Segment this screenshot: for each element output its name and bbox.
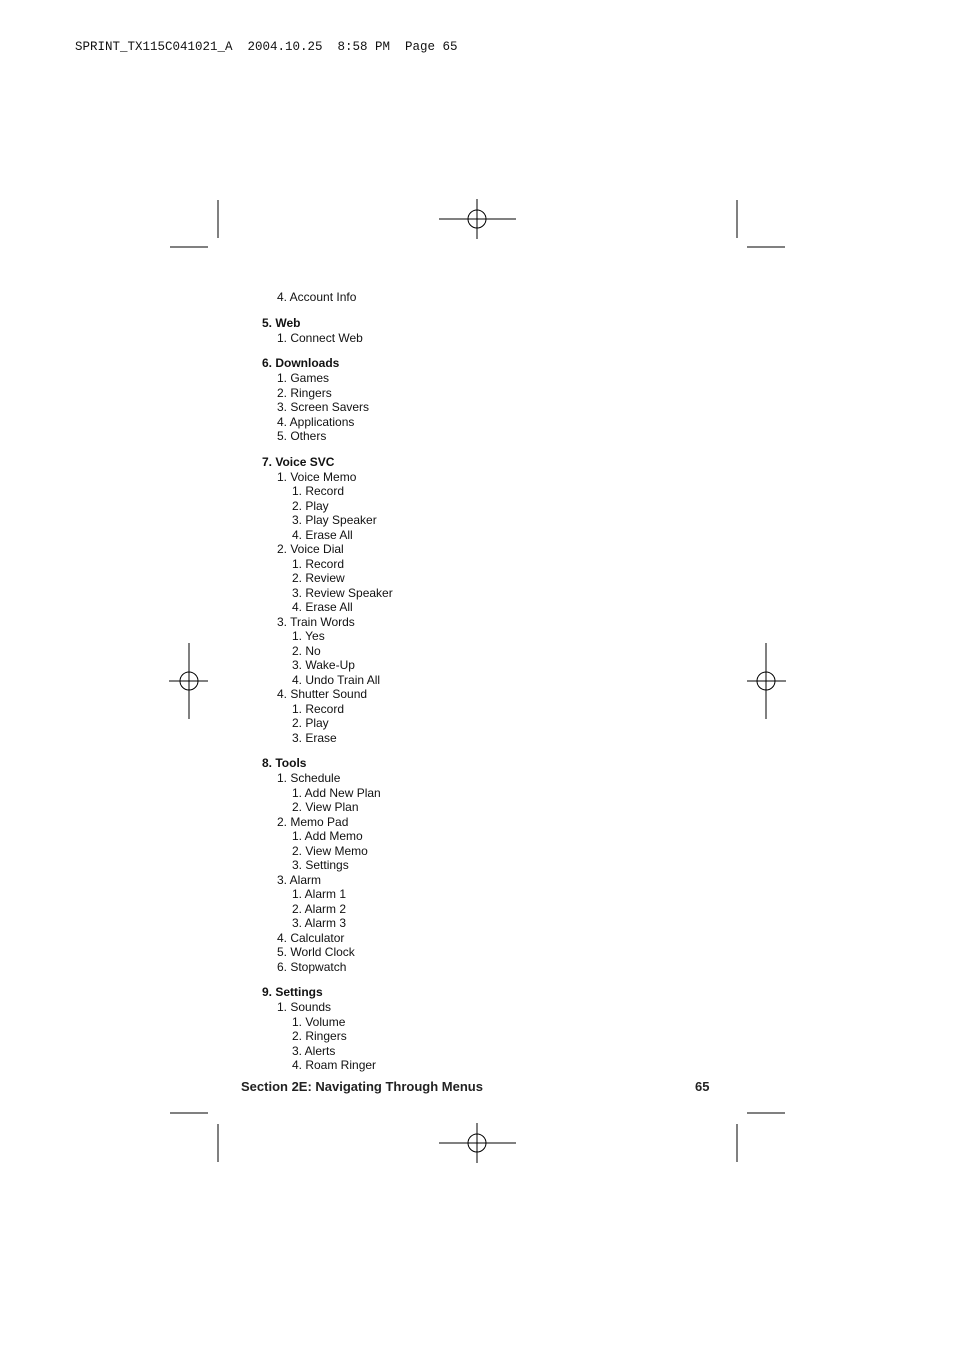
menu-section [262, 316, 393, 346]
submenu-item: 1. Record [292, 701, 345, 716]
footer-section-title: Section 2E: Navigating Through Menus [241, 1079, 483, 1094]
section-title: 7. Voice SVC [262, 454, 335, 469]
section-title: 8. Tools [262, 756, 307, 770]
pre-items [262, 290, 393, 305]
submenu-item: 2. View Memo [292, 843, 368, 858]
submenu-item: 1. Add New Plan [292, 785, 381, 800]
menu-item: 5. Others [277, 429, 327, 443]
submenu-item: 4. Undo Train All [292, 672, 381, 687]
menu-item: 1. Schedule [277, 771, 341, 785]
submenu-item: 2. Play [292, 498, 329, 513]
submenu-item: 3. Play Speaker [292, 513, 377, 527]
submenu-item: 1. Yes [292, 629, 325, 643]
submenu-item: 3. Alerts [292, 1043, 336, 1058]
menu-item: 2. Voice Dial [277, 542, 344, 556]
submenu-item: 2. Ringers [292, 1029, 347, 1043]
menu-sections [262, 316, 393, 1073]
submenu-item: 2. Alarm 2 [292, 901, 347, 916]
submenu-item: 2. Review [292, 571, 345, 585]
submenu-item: 1. Record [292, 484, 345, 498]
menu-section [262, 356, 393, 444]
section-title: 6. Downloads [262, 356, 340, 370]
print-slug: SPRINT_TX115C041021_A 2004.10.25 8:58 PM Page 65 [75, 40, 458, 54]
submenu-item: 2. Play [292, 716, 329, 730]
menu-item: 4. Shutter Sound [277, 687, 368, 701]
menu-item: 5. World Clock [277, 945, 355, 959]
section-title: 5. Web [262, 315, 301, 330]
submenu-item: 3. Wake-Up [292, 658, 355, 672]
submenu-item: 4. Erase All [292, 527, 353, 542]
menu-item: 4. Account Info [277, 290, 357, 304]
submenu-item: 1. Alarm 1 [292, 887, 347, 901]
menu-outline [262, 290, 393, 1084]
submenu-item: 1. Add Memo [292, 829, 363, 843]
submenu-item: 4. Erase All [292, 600, 353, 614]
menu-item: 3. Alarm [277, 872, 322, 887]
menu-item: 2. Memo Pad [277, 814, 349, 829]
menu-item: 4. Applications [277, 414, 355, 429]
menu-section [262, 756, 393, 974]
submenu-item: 2. No [292, 643, 321, 658]
submenu-item: 3. Settings [292, 858, 349, 872]
menu-item: 3. Screen Savers [277, 400, 370, 414]
menu-item: 1. Voice Memo [277, 469, 357, 484]
section-title: 9. Settings [262, 985, 323, 999]
menu-item: 1. Connect Web [277, 330, 363, 345]
submenu-item: 3. Erase [292, 730, 337, 745]
submenu-item: 1. Volume [292, 1014, 346, 1029]
page-footer [241, 1079, 711, 1094]
menu-section [262, 985, 393, 1073]
submenu-item: 1. Record [292, 556, 345, 571]
submenu-item: 2. View Plan [292, 800, 359, 814]
menu-item: 6. Stopwatch [277, 959, 347, 974]
submenu-item: 3. Alarm 3 [292, 916, 347, 930]
menu-item: 1. Games [277, 371, 330, 385]
menu-item: 1. Sounds [277, 1000, 332, 1014]
menu-item: 2. Ringers [277, 385, 332, 400]
submenu-item: 3. Review Speaker [292, 585, 393, 600]
submenu-item: 4. Roam Ringer [292, 1058, 377, 1072]
menu-section [262, 455, 393, 746]
page-number: 65 [695, 1079, 710, 1094]
menu-item: 3. Train Words [277, 614, 355, 629]
menu-item: 4. Calculator [277, 930, 345, 945]
